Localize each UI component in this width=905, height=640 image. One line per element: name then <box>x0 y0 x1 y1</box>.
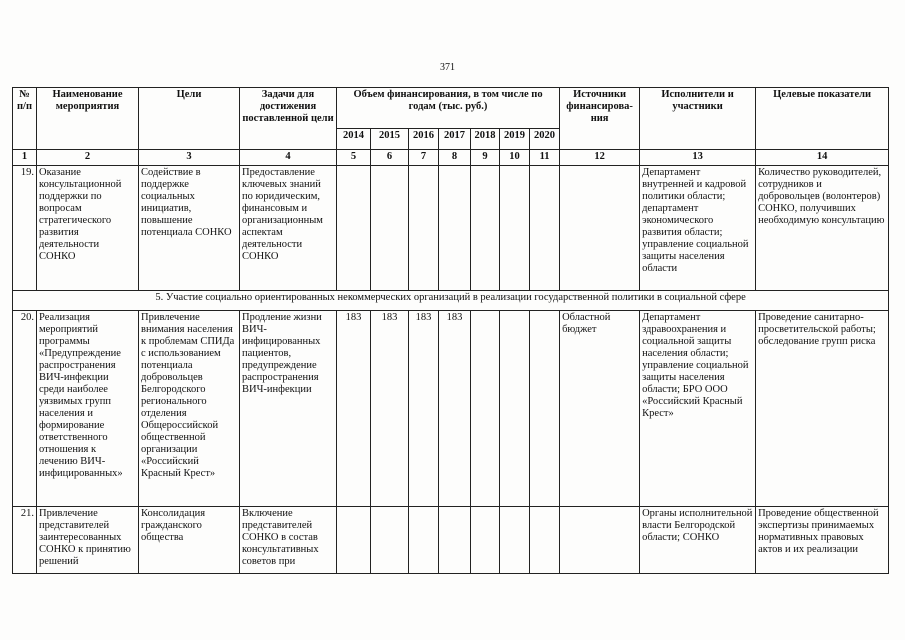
row-funding-2020 <box>530 166 560 291</box>
header-year: 2020 <box>530 129 560 150</box>
column-number: 8 <box>439 150 471 166</box>
header-funding: Объем финансирования, в том числе по годам (тыс. руб.) <box>337 88 560 129</box>
row-funding-2015 <box>371 507 409 574</box>
column-number: 10 <box>500 150 530 166</box>
row-tasks: Предоставление ключевых знаний по юридическим, финансовым и организационным аспектам деятельности СОНКО <box>240 166 337 291</box>
section-title: 5. Участие социально ориентированных некоммерческих организаций в реализации государственной политики в социальной сфере <box>13 291 889 311</box>
row-funding-2017 <box>439 166 471 291</box>
row-tasks: Включение представителей СОНКО в состав консультативных советов при <box>240 507 337 574</box>
row-name: Оказание консультационной поддержки по вопросам стратегического развития деятельности СОНКО <box>37 166 139 291</box>
row-funding-2016: 183 <box>409 311 439 507</box>
row-funding-2017: 183 <box>439 311 471 507</box>
header-year: 2016 <box>409 129 439 150</box>
header-year: 2014 <box>337 129 371 150</box>
column-number: 1 <box>13 150 37 166</box>
header-row <box>13 88 889 129</box>
row-sources <box>560 166 640 291</box>
row-funding-2016 <box>409 507 439 574</box>
column-number: 5 <box>337 150 371 166</box>
header-year: 2019 <box>500 129 530 150</box>
column-number: 4 <box>240 150 337 166</box>
row-funding-2014: 183 <box>337 311 371 507</box>
header-sources: Источники финансирова-ния <box>560 88 640 150</box>
row-tasks: Продление жизни ВИЧ-инфицированных пациентов, предупреждение распространения ВИЧ-инфекции <box>240 311 337 507</box>
row-sources <box>560 507 640 574</box>
row-funding-2014 <box>337 166 371 291</box>
column-number: 14 <box>756 150 889 166</box>
column-numbers-row <box>13 150 889 166</box>
header-year: 2017 <box>439 129 471 150</box>
row-targets: Количество руководителей, сотрудников и добровольцев (волонтеров) СОНКО, получивших необходимую консультацию <box>756 166 889 291</box>
row-funding-2018 <box>471 166 500 291</box>
section-row <box>13 291 889 311</box>
row-targets: Проведение санитарно-просветительской работы; обследование групп риска <box>756 311 889 507</box>
header-year: 2015 <box>371 129 409 150</box>
row-funding-2018 <box>471 507 500 574</box>
header-tasks: Задачи для достижения поставленной цели <box>240 88 337 150</box>
row-number: 20. <box>13 311 37 507</box>
row-executors: Департамент внутренней и кадровой политики области; департамент экономического развития области; управление социальной защиты населения области <box>640 166 756 291</box>
header-goals: Цели <box>139 88 240 150</box>
table-row <box>13 166 889 291</box>
row-funding-2016 <box>409 166 439 291</box>
row-funding-2015: 183 <box>371 311 409 507</box>
column-number: 11 <box>530 150 560 166</box>
row-goals: Консолидация гражданского общества <box>139 507 240 574</box>
row-executors: Департамент здравоохранения и социальной защиты населения области; управление социальной защиты населения области; БРО ООО «Российский Красный Крест» <box>640 311 756 507</box>
page-number: 371 <box>440 62 455 73</box>
row-funding-2020 <box>530 507 560 574</box>
row-funding-2018 <box>471 311 500 507</box>
row-funding-2019 <box>500 166 530 291</box>
column-number: 2 <box>37 150 139 166</box>
row-funding-2020 <box>530 311 560 507</box>
row-number: 19. <box>13 166 37 291</box>
row-sources: Областной бюджет <box>560 311 640 507</box>
column-number: 13 <box>640 150 756 166</box>
row-name: Реализация мероприятий программы «Предупреждение распространения ВИЧ-инфекции среди наиболее уязвимых групп населения и формирование ответственного отношения к лечению ВИЧ-инфицированных» <box>37 311 139 507</box>
column-number: 9 <box>471 150 500 166</box>
row-executors: Органы исполнительной власти Белгородской области; СОНКО <box>640 507 756 574</box>
row-funding-2019 <box>500 507 530 574</box>
row-funding-2019 <box>500 311 530 507</box>
row-funding-2014 <box>337 507 371 574</box>
header-targets: Целевые показатели <box>756 88 889 150</box>
row-funding-2015 <box>371 166 409 291</box>
column-number: 7 <box>409 150 439 166</box>
header-year: 2018 <box>471 129 500 150</box>
row-goals: Привлечение внимания населения к проблемам СПИДа с использованием потенциала добровольцев Белгородского регионального отделения Общероссийской общественной организации «Российский Красный Крест» <box>139 311 240 507</box>
action-plan-table <box>12 87 889 574</box>
column-number: 6 <box>371 150 409 166</box>
column-number: 12 <box>560 150 640 166</box>
table-row <box>13 507 889 574</box>
row-number: 21. <box>13 507 37 574</box>
header-name: Наименование мероприятия <box>37 88 139 150</box>
table-row <box>13 311 889 507</box>
column-number: 3 <box>139 150 240 166</box>
row-name: Привлечение представителей заинтересованных СОНКО к принятию решений <box>37 507 139 574</box>
header-executors: Исполнители и участники <box>640 88 756 150</box>
header-num: № п/п <box>13 88 37 150</box>
row-goals: Содействие в поддержке социальных инициатив, повышение потенциала СОНКО <box>139 166 240 291</box>
row-funding-2017 <box>439 507 471 574</box>
row-targets: Проведение общественной экспертизы принимаемых нормативных правовых актов и их реализации <box>756 507 889 574</box>
